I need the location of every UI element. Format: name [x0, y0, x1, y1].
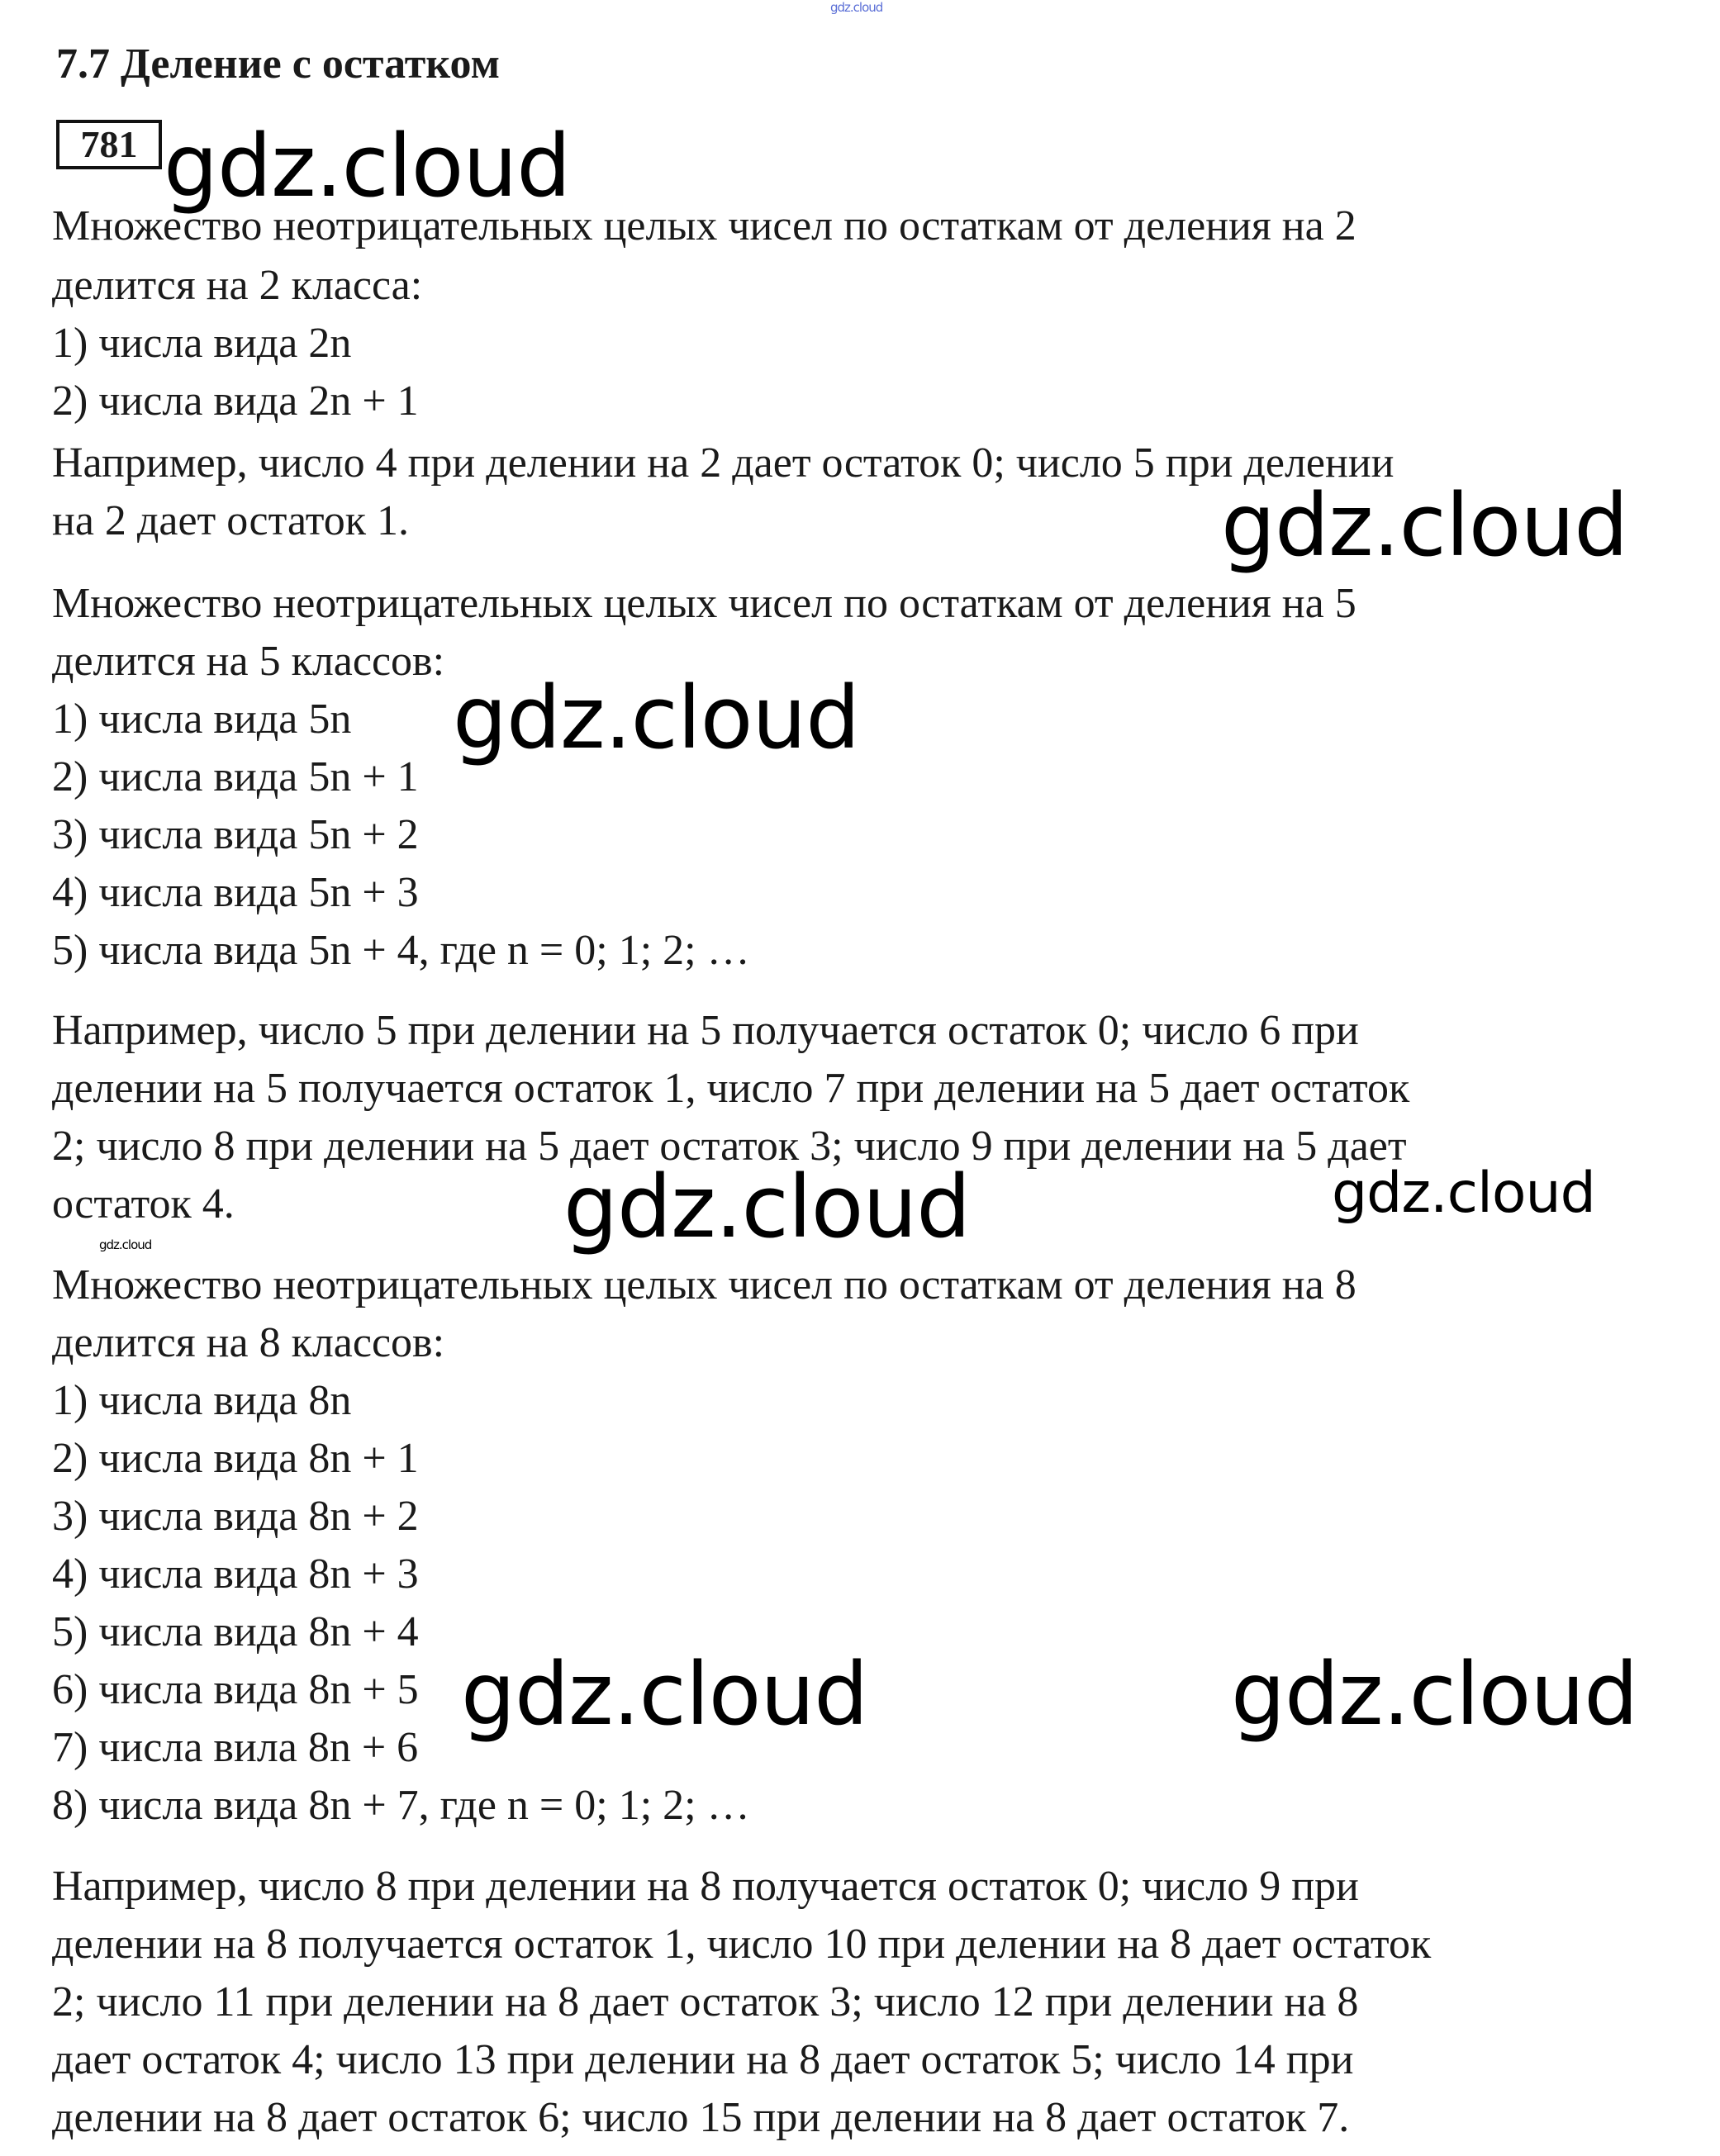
text-line: 3) числа вида 8n + 2 — [52, 1493, 419, 1540]
text-line: дает остаток 4; число 13 при делении на 8 дает остаток 5; число 14 при — [52, 2036, 1354, 2083]
text-line: делении на 8 дает остаток 6; число 15 при делении на 8 дает остаток 7. — [52, 2094, 1350, 2141]
text-line: 2) числа вида 5n + 1 — [52, 753, 419, 800]
text-line: 6) числа вида 8n + 5 — [52, 1666, 419, 1713]
text-line: делится на 5 классов: — [52, 638, 445, 685]
text-line: Множество неотрицательных целых чисел по остаткам от деления на 5 — [52, 580, 1357, 627]
text-line: Например, число 8 при делении на 8 получается остаток 0; число 9 при — [52, 1863, 1359, 1910]
text-line: Множество неотрицательных целых чисел по остаткам от деления на 2 — [52, 202, 1357, 249]
text-line: делится на 2 класса: — [52, 262, 423, 309]
text-line: 1) числа вида 2n — [52, 320, 352, 367]
problem-number-box: 781 — [56, 120, 162, 169]
section-title: 7.7 Деление с остатком — [56, 40, 500, 88]
watermark: gdz.cloud — [461, 1644, 868, 1745]
watermark: gdz.cloud — [453, 667, 860, 768]
text-line: 2) числа вида 2n + 1 — [52, 378, 419, 425]
text-line: 1) числа вида 8n — [52, 1377, 352, 1424]
text-line: Например, число 4 при делении на 2 дает остаток 0; число 5 при делении — [52, 439, 1395, 487]
text-line: делится на 8 классов: — [52, 1319, 445, 1366]
text-line: Например, число 5 при делении на 5 получается остаток 0; число 6 при — [52, 1007, 1359, 1054]
watermark: gdz.cloud — [1221, 475, 1628, 576]
text-line: делении на 8 получается остаток 1, число 10 при делении на 8 дает остаток — [52, 1921, 1432, 1968]
watermark: gdz.cloud — [1332, 1161, 1595, 1226]
watermark: gdz.cloud — [1231, 1644, 1638, 1745]
watermark: gdz.cloud — [164, 116, 571, 216]
watermark-small: gdz.cloud — [99, 1237, 152, 1252]
text-line: 2; число 11 при делении на 8 дает остаток 3; число 12 при делении на 8 — [52, 1978, 1359, 2025]
text-line: 8) числа вида 8n + 7, где n = 0; 1; 2; … — [52, 1782, 750, 1829]
text-line: 2; число 8 при делении на 5 дает остаток 3; число 9 при делении на 5 дает — [52, 1123, 1407, 1170]
text-line: 3) числа вида 5n + 2 — [52, 811, 419, 858]
text-line: на 2 дает остаток 1. — [52, 497, 410, 544]
watermark: gdz.cloud — [563, 1156, 971, 1257]
text-line: 4) числа вида 8n + 3 — [52, 1551, 419, 1598]
text-line: 7) числа вила 8n + 6 — [52, 1724, 419, 1771]
text-line: делении на 5 получается остаток 1, число 7 при делении на 5 дает остаток — [52, 1065, 1410, 1112]
text-line: 5) числа вида 5n + 4, где n = 0; 1; 2; … — [52, 927, 750, 974]
watermark-top: gdz.cloud — [830, 0, 883, 15]
text-line: остаток 4. — [52, 1180, 235, 1228]
text-line: 4) числа вида 5n + 3 — [52, 869, 419, 916]
text-line: 2) числа вида 8n + 1 — [52, 1435, 419, 1482]
text-line: 5) числа вида 8n + 4 — [52, 1608, 419, 1655]
text-line: Множество неотрицательных целых чисел по остаткам от деления на 8 — [52, 1261, 1357, 1308]
text-line: 1) числа вида 5n — [52, 696, 352, 743]
